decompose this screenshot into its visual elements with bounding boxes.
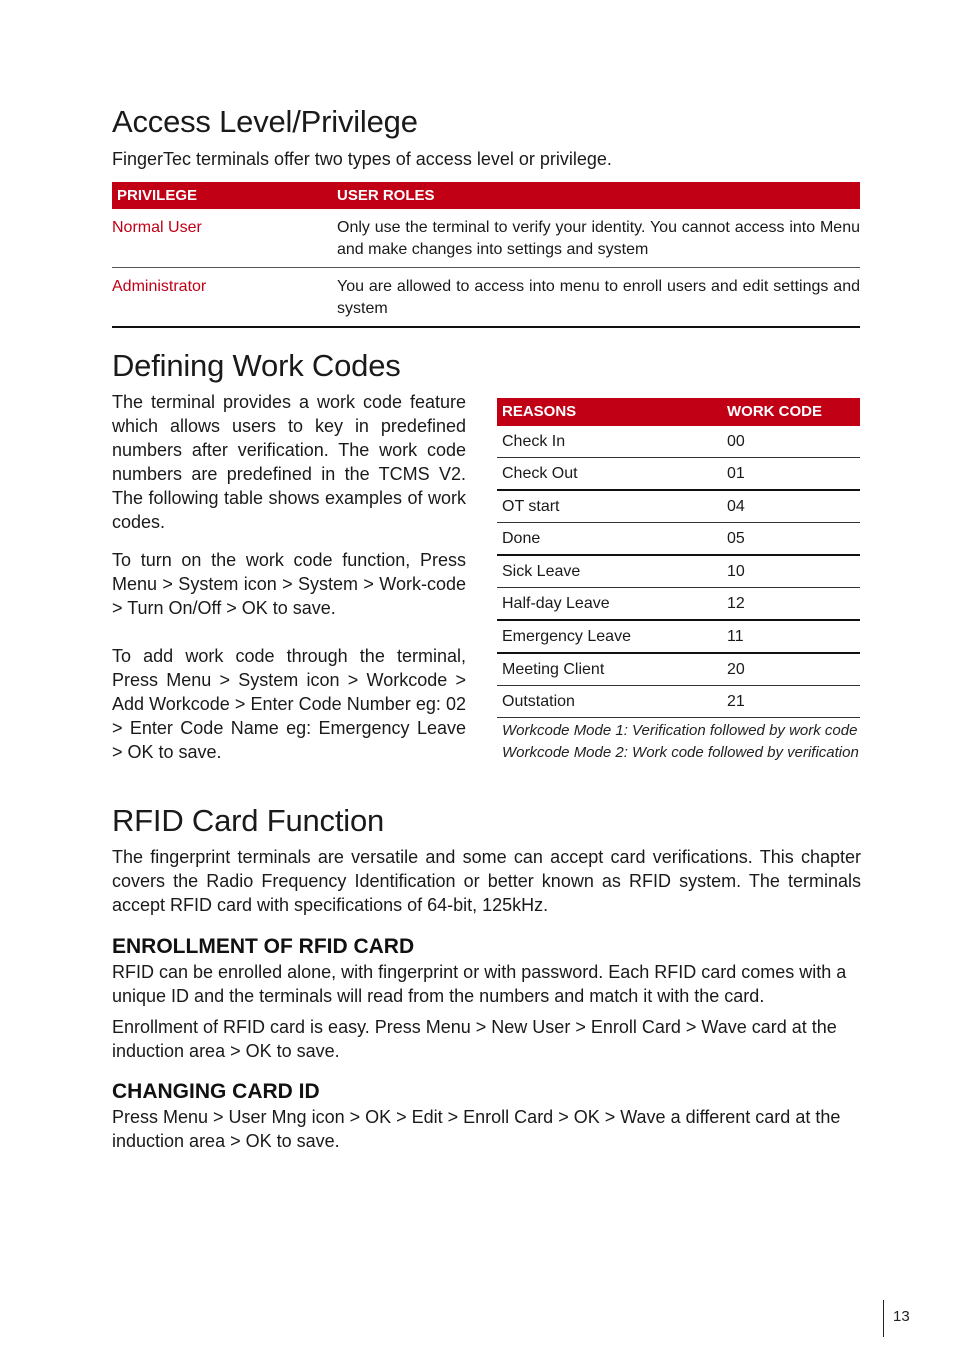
- table-row: [497, 654, 860, 686]
- rfid-title: RFID Card Function: [112, 803, 385, 838]
- table-row: [497, 426, 860, 458]
- privilege-table-header: [112, 182, 860, 209]
- reason-cell: Check Out: [502, 465, 578, 482]
- code-cell: 20: [727, 661, 745, 678]
- reason-cell: Meeting Client: [502, 661, 605, 678]
- table-row: [497, 686, 860, 718]
- code-cell: 01: [727, 465, 745, 482]
- reason-cell: Half-day Leave: [502, 595, 610, 612]
- reason-cell: Check In: [502, 433, 566, 450]
- table-row: [112, 268, 860, 328]
- code-cell: 05: [727, 530, 745, 547]
- page-number-divider: [883, 1300, 884, 1337]
- work-code-header: WORK CODE: [727, 403, 822, 420]
- workcode-mode-1-note: Workcode Mode 1: Verification followed by work code: [502, 722, 858, 739]
- access-title: Access Level/Privilege: [112, 104, 418, 139]
- workcodes-title: Defining Work Codes: [112, 348, 401, 383]
- table-row: [497, 556, 860, 588]
- enrollment-heading: ENROLLMENT OF RFID CARD: [112, 935, 415, 958]
- table-row: [497, 588, 860, 621]
- workcodes-para-1: The terminal provides a work code feature which allows users to key in predefined numbers after verification. The work code numbers are predefined in the TCMS V2. The following table shows examples of work codes.: [112, 392, 466, 532]
- access-intro: FingerTec terminals offer two types of access level or privilege.: [112, 149, 612, 169]
- enrollment-para-1: RFID can be enrolled alone, with fingerprint or with password. Each RFID card comes with a unique ID and the terminals will read from the numbers and match it with the card.: [112, 962, 847, 1006]
- table-row: [497, 621, 860, 654]
- page-number: 13: [893, 1308, 910, 1325]
- changing-card-heading: CHANGING CARD ID: [112, 1080, 320, 1103]
- reason-cell: Outstation: [502, 693, 575, 710]
- workcodes-para-3: To add work code through the terminal, Press Menu > System icon > Workcode > Add Workcode > Enter Code Number eg: 02 > Enter Code Name eg: Emergency Leave > OK to save.: [112, 646, 466, 762]
- user-roles-header: USER ROLES: [337, 187, 435, 204]
- reason-cell: OT start: [502, 498, 560, 515]
- reason-cell: Done: [502, 530, 541, 547]
- enrollment-para-2: Enrollment of RFID card is easy. Press Menu > New User > Enroll Card > Wave card at the induction area > OK to save.: [112, 1017, 837, 1061]
- workcode-notes: [502, 720, 859, 764]
- table-row: [497, 458, 860, 491]
- code-cell: 21: [727, 693, 745, 710]
- privilege-table: [112, 182, 860, 328]
- code-cell: 11: [727, 628, 744, 645]
- privilege-header: PRIVILEGE: [117, 187, 198, 204]
- privilege-role: You are allowed to access into menu to enroll users and edit settings and system: [337, 278, 860, 317]
- table-row: [112, 209, 860, 268]
- workcode-table: [497, 398, 860, 718]
- privilege-name: Normal User: [112, 219, 202, 236]
- privilege-role: Only use the terminal to verify your identity. You cannot access into Menu and make changes into settings and system: [337, 219, 860, 258]
- rfid-intro: The fingerprint terminals are versatile and some can accept card verifications. This chapter covers the Radio Frequency Identification or better known as RFID system. The terminals accept RFID card with specifications of 64-bit, 125kHz.: [112, 847, 861, 915]
- code-cell: 04: [727, 498, 745, 515]
- workcodes-para-2: To turn on the work code function, Press Menu > System icon > System > Work-code > Turn On/Off > OK to save.: [112, 550, 466, 618]
- reason-cell: Sick Leave: [502, 563, 581, 580]
- changing-card-para: Press Menu > User Mng icon > OK > Edit > Enroll Card > OK > Wave a different card at the induction area > OK to save.: [112, 1107, 841, 1151]
- code-cell: 00: [727, 433, 745, 450]
- workcode-mode-2-note: Workcode Mode 2: Work code followed by verification: [502, 744, 859, 761]
- code-cell: 10: [727, 563, 745, 580]
- table-row: [497, 491, 860, 523]
- privilege-name: Administrator: [112, 278, 207, 295]
- table-row: [497, 523, 860, 556]
- reasons-header: REASONS: [502, 403, 577, 420]
- reason-cell: Emergency Leave: [502, 628, 631, 645]
- code-cell: 12: [727, 595, 745, 612]
- workcode-table-header: [497, 398, 860, 426]
